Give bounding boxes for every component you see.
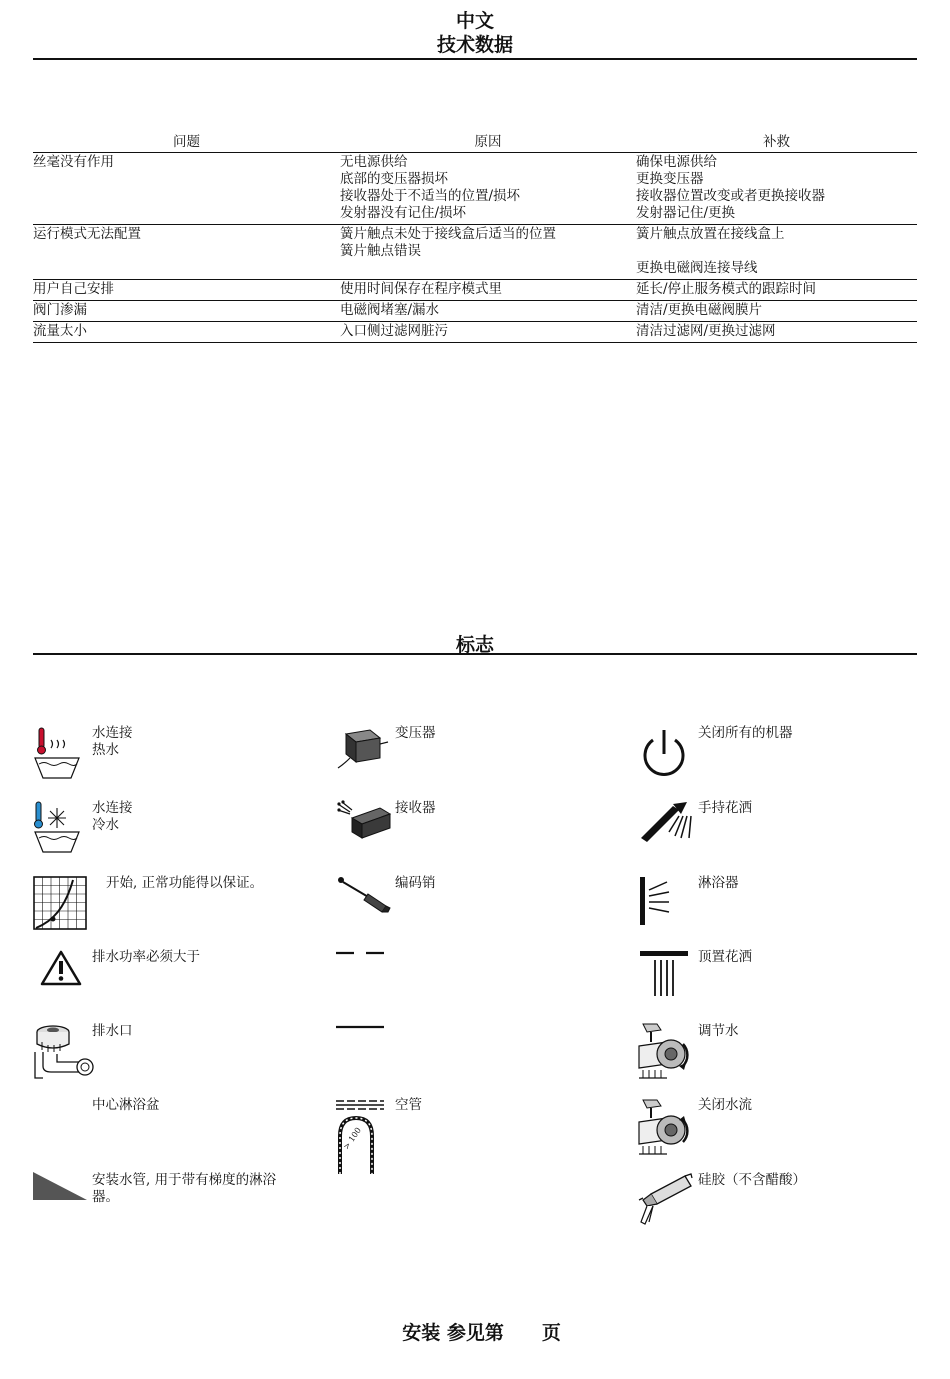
table-row <box>33 280 917 301</box>
overhead-shower-icon <box>639 950 689 998</box>
hand-shower-label: 手持花洒 <box>698 800 752 816</box>
shutoff-valve-label: 关闭水流 <box>698 1097 752 1113</box>
shutoff-valve-icon <box>637 1096 691 1156</box>
transformer-icon <box>336 724 390 770</box>
power-label: 关闭所有的机器 <box>698 725 793 741</box>
body-shower-icon <box>639 876 679 926</box>
drain-label: 排水口 <box>92 1023 133 1039</box>
coding-pin-label: 编码销 <box>395 875 436 891</box>
remedy-line: 接收器位置改变或者更换接收器 <box>636 188 825 204</box>
problem-cell: 阀门渗漏 <box>33 302 87 318</box>
adjust-valve-icon <box>637 1020 691 1080</box>
problem-cell: 流量太小 <box>33 323 87 339</box>
silicone-gun-label: 硅胶（不含醋酸） <box>698 1172 806 1188</box>
transformer-label: 变压器 <box>395 725 436 741</box>
curve-graph-icon <box>33 876 87 930</box>
drain-icon <box>33 1022 97 1082</box>
curve-graph-label: 开始, 正常功能得以保证。 <box>106 875 264 891</box>
page-language: 中文 <box>455 10 494 32</box>
column-header-remedy: 补救 <box>636 134 917 153</box>
symbols-title: 标志 <box>455 634 494 656</box>
cause-line: 底部的变压器损坏 <box>340 171 448 187</box>
symbols-divider <box>33 653 917 655</box>
table-row <box>33 301 917 322</box>
slope-icon <box>33 1172 87 1202</box>
slope-label: 安装水管, 用于带有梯度的淋浴 器。 <box>92 1172 277 1205</box>
cause-line: 电磁阀堵塞/漏水 <box>340 302 440 318</box>
hot-water-icon <box>33 726 83 780</box>
cause-line: 使用时间保存在程序模式里 <box>340 281 502 297</box>
cause-line: 簧片触点错误 <box>340 243 421 259</box>
problem-cell: 运行模式无法配置 <box>33 226 141 242</box>
remedy-line: 确保电源供给 <box>636 154 717 170</box>
footer-suffix: 页 <box>541 1322 561 1344</box>
coding-pin-icon <box>336 874 392 914</box>
table-header-row <box>33 134 917 153</box>
problem-cell: 用户自己安排 <box>33 281 114 297</box>
title-divider <box>33 58 917 60</box>
cause-line: 发射器没有记住/损坏 <box>340 205 467 221</box>
page-title: 技术数据 <box>436 34 513 56</box>
remedy-line: 更换电磁阀连接导线 <box>636 260 758 276</box>
center-shower-tray-label: 中心淋浴盆 <box>92 1097 160 1113</box>
warning-label: 排水功率必须大于 <box>92 949 200 965</box>
receiver-icon <box>336 800 392 844</box>
power-icon <box>639 728 689 780</box>
pipe-radius-note: > 100 <box>341 1125 363 1152</box>
dashed-line-icon <box>336 950 386 956</box>
table-row <box>33 225 917 280</box>
hand-shower-icon <box>639 800 695 844</box>
body-shower-label: 淋浴器 <box>698 875 739 891</box>
column-header-problem: 问题 <box>33 134 340 153</box>
remedy-line: 清洁/更换电磁阀膜片 <box>636 302 763 318</box>
solid-line-icon <box>336 1024 386 1030</box>
cold-water-label: 水连接 冷水 <box>92 800 133 833</box>
remedy-line: 更换变压器 <box>636 171 704 187</box>
table-row <box>33 153 917 225</box>
remedy-line: 延长/停止服务模式的跟踪时间 <box>636 281 817 297</box>
column-header-cause: 原因 <box>340 134 636 153</box>
cause-line: 接收器处于不适当的位置/损坏 <box>340 188 521 204</box>
receiver-label: 接收器 <box>395 800 436 816</box>
remedy-line: 簧片触点放置在接线盒上 <box>636 226 785 242</box>
remedy-line: 发射器记住/更换 <box>636 205 736 221</box>
troubleshooting-table <box>33 134 917 343</box>
warning-triangle-icon <box>40 950 82 986</box>
silicone-gun-icon <box>637 1172 693 1226</box>
hot-water-label: 水连接 热水 <box>92 725 133 758</box>
overhead-shower-label: 顶置花洒 <box>698 949 752 965</box>
cause-line: 簧片触点未处于接线盒后适当的位置 <box>340 226 556 242</box>
remedy-line: 清洁过滤网/更换过滤网 <box>636 323 776 339</box>
cold-water-icon <box>33 800 83 854</box>
cause-line: 无电源供给 <box>340 154 408 170</box>
empty-pipe-label: 空管 <box>395 1097 422 1113</box>
cause-line: 入口侧过滤网脏污 <box>340 323 448 339</box>
problem-cell: 丝毫没有作用 <box>33 154 114 170</box>
footer-install-reference <box>0 1296 950 1345</box>
footer-text: 安装 参见第 <box>402 1322 504 1344</box>
adjust-valve-label: 调节水 <box>698 1023 739 1039</box>
empty-pipe-icon <box>336 1098 386 1176</box>
table-row <box>33 322 917 343</box>
